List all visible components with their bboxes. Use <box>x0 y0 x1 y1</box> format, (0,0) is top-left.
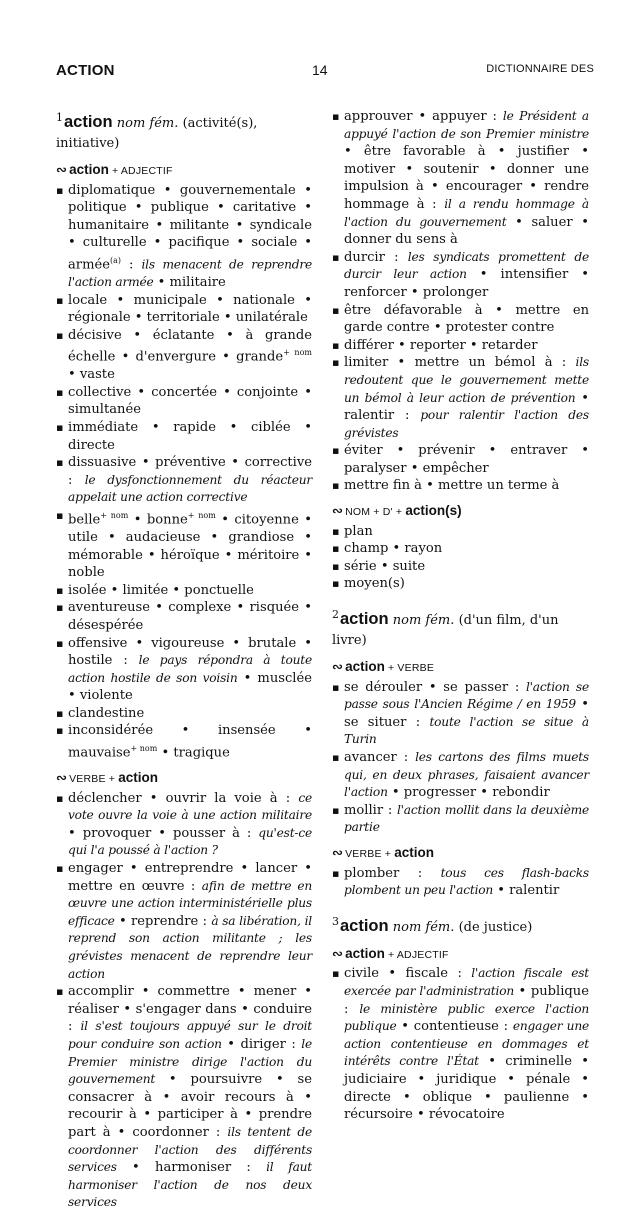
usage-marker: (a) <box>109 255 121 265</box>
example-sentence: ils menacent de reprendre l'action armée <box>68 257 312 289</box>
grammar-label: nom fém. <box>116 116 179 131</box>
collocates: être défavorable à • mettre en garde contre • protester contre <box>344 302 589 336</box>
page-number: 14 <box>312 62 328 78</box>
example-sentence: les cartons des films muets qui, en deux phrases, faisaient avancer l'action <box>344 750 589 800</box>
right-column <box>332 108 589 1124</box>
collocate-text: • progresser • rebondir <box>387 785 550 801</box>
grammar-label: nom fém. <box>392 919 455 935</box>
collocate-text: : <box>208 1124 228 1140</box>
collocate-text: : <box>68 472 85 488</box>
collocation-list <box>332 965 589 1123</box>
example-sentence: le pays répondra à toute action hostile de son voisin <box>68 653 312 685</box>
collocates: civile • fiscale <box>344 966 449 982</box>
left-column <box>56 108 312 1212</box>
example-sentence: ils tentent de coordonner l'action des différents services <box>68 1124 312 1175</box>
collocation-section-title: ∾ action + VERBE <box>332 659 435 675</box>
collocates: collective • concertée • conjointe • simultanée <box>68 384 312 418</box>
collocate-text: • bonne <box>128 512 188 528</box>
collocation-item <box>56 292 312 327</box>
collocate-text: : <box>68 1019 81 1035</box>
collocate-text: : <box>383 802 397 818</box>
collocate-text: • saluer • donner du sens à <box>344 214 589 248</box>
collocation-item <box>332 679 589 749</box>
collocation-symbol-icon: ∾ <box>332 503 344 519</box>
collocation-section-title: ∾ action + ADJECTIF <box>332 945 449 961</box>
example-sentence: pour ralentir l'action des grévistes <box>344 408 589 440</box>
collocate-text: : <box>448 966 472 982</box>
collocation-item <box>56 983 312 1212</box>
collocation-item <box>56 635 312 705</box>
collocation-section-title: ∾ VERBE + action <box>56 770 159 786</box>
example-sentence: ils redoutent que le gouvernement mette un bémol à leur action de prévention <box>344 355 589 405</box>
collocate-text: : <box>344 1001 360 1017</box>
collocation-item <box>56 384 312 419</box>
collocation-item <box>332 302 589 337</box>
example-sentence: afin de mettre en œuvre une action interministérielle plus efficace <box>68 878 312 928</box>
collocation-symbol-icon: ∾ <box>56 162 68 177</box>
collocates: différer • reporter • retarder <box>344 337 538 353</box>
collocation-item <box>332 108 589 249</box>
example-sentence: qu'est-ce qui l'a poussé à l'action ? <box>68 825 312 858</box>
collocate-text: • intensifier • renforcer • prolonger <box>344 267 589 300</box>
collocates: inconsidérée • insensée • mauvaise <box>68 723 312 761</box>
example-sentence: le dysfonctionnement du réacteur appelait une action corrective <box>68 472 312 505</box>
collocation-item <box>332 523 589 541</box>
collocate-text: • ralentir <box>493 883 560 899</box>
example-sentence: l'action se passe sous l'Ancien Régime / en 1959 <box>344 679 589 712</box>
collocates: clandestine <box>68 705 145 721</box>
collocate-text: • criminelle • judiciaire • juridique • pénale • directe • oblique • paulienne • récursoire • révocatoire <box>344 1054 590 1123</box>
collocate-text: • être favorable à • justifier • motiver • soutenir • donner une impulsion à • encourager • rendre hommage à <box>344 144 589 212</box>
entry-heading <box>56 108 312 154</box>
collocation-section-title: ∾ action + ADJECTIF <box>56 162 173 177</box>
collocates: plomber <box>344 865 400 881</box>
collocates: mollir <box>344 802 384 818</box>
collocate-text: • citoyenne • utile • audacieuse • grandiose • mémorable • héroïque • méritoire • noble <box>68 512 312 581</box>
collocation-item <box>56 182 312 292</box>
headword: action <box>340 916 389 935</box>
example-sentence: le ministère public exerce l'action publique <box>344 1001 589 1034</box>
collocate-text: • musclée • violente <box>68 670 312 704</box>
entry-heading <box>332 912 589 938</box>
collocates: diplomatique • gouvernementale • politique • publique • caritative • humanitaire • militante • syndicale • culturelle • pacifique • sociale • armée <box>68 182 312 273</box>
collocation-list <box>332 679 589 837</box>
running-head-entry: ACTION <box>56 62 115 79</box>
running-head-title: DICTIONNAIRE DES <box>486 63 594 75</box>
collocation-item <box>332 249 589 302</box>
collocates: déclencher • ouvrir la voie à <box>68 790 278 806</box>
collocate-text: : <box>112 653 139 669</box>
collocation-item <box>56 860 312 983</box>
collocates: limiter • mettre un bémol à <box>344 355 553 371</box>
collocation-list <box>56 790 312 1212</box>
collocate-text: • harmoniser <box>116 1160 232 1176</box>
collocate-text: : <box>424 196 445 212</box>
collocation-symbol-icon: ∾ <box>56 770 68 786</box>
entry-heading <box>332 605 589 651</box>
collocate-text: • vaste <box>68 367 115 383</box>
collocate-text: : <box>498 1019 513 1035</box>
example-sentence: le Président a appuyé l'action de son Premier ministre <box>344 109 589 141</box>
collocates: offensive • vigoureuse • brutale • hostile <box>68 635 312 669</box>
collocates: accomplir • commettre • mener • réaliser • s'engager dans • conduire <box>68 984 312 1017</box>
homonym-number: 1 <box>56 111 63 124</box>
collocate-text: : <box>486 109 503 124</box>
collocate-text: • contentieuse <box>396 1019 499 1035</box>
example-sentence: l'action fiscale est exercée par l'administration <box>344 966 589 998</box>
collocation-list <box>332 523 589 593</box>
collocation-item <box>332 558 589 576</box>
collocation-list <box>332 865 589 900</box>
collocation-item <box>332 477 589 495</box>
sense-gloss: (activité(s), initiative) <box>56 116 258 151</box>
collocate-text: : <box>231 1160 267 1176</box>
collocate-text: • diriger <box>221 1036 286 1052</box>
collocate-text: : <box>198 913 212 929</box>
collocates: locale • municipale • nationale • régionale • territoriale • unilatérale <box>68 292 312 326</box>
collocate-text: : <box>384 249 408 265</box>
example-sentence: les syndicats promettent de durcir leur action <box>344 249 589 282</box>
example-sentence: toute l'action se situe à Turin <box>344 714 589 747</box>
collocate-text: • se situer <box>344 697 589 730</box>
sense-gloss: (de justice) <box>458 919 533 935</box>
collocation-item <box>332 337 589 355</box>
collocation-item <box>332 965 589 1123</box>
collocate-text: : <box>399 865 441 881</box>
collocation-symbol-icon: ∾ <box>332 659 344 675</box>
entry-spacer <box>332 900 589 912</box>
collocation-item <box>332 802 589 837</box>
collocate-text: : <box>121 257 142 273</box>
collocate-text: : <box>239 825 259 841</box>
homonym-number: 3 <box>332 914 339 928</box>
collocate-text: • poursuivre • se consacrer à • avoir recours à • recourir à • participer à • prendre part à • coordonner <box>68 1072 312 1140</box>
collocation-item <box>56 327 312 384</box>
collocates: belle <box>68 512 101 528</box>
usage-marker: + nom <box>283 348 312 358</box>
collocate-text: • militaire <box>153 274 226 290</box>
collocation-item <box>56 722 312 762</box>
collocate-text: • reprendre <box>114 913 199 929</box>
collocate-text: • publique <box>513 983 589 999</box>
collocates: moyen(s) <box>344 576 405 592</box>
collocation-item <box>56 790 312 860</box>
collocation-item <box>332 865 589 900</box>
collocate-text: : <box>396 750 416 765</box>
collocate-text: : <box>285 1036 302 1052</box>
grammar-label: nom fém. <box>392 613 455 629</box>
collocates: décisive • éclatante • à grande échelle • d'envergure • grande <box>68 327 312 365</box>
example-sentence: il s'est toujours appuyé sur le droit pour conduire son action <box>68 1019 313 1051</box>
collocates: avancer <box>344 750 397 765</box>
collocation-list <box>56 182 312 762</box>
collocation-symbol-icon: ∾ <box>332 844 344 860</box>
headword: action <box>64 113 113 131</box>
collocation-item <box>332 354 589 442</box>
collocation-section-title: ∾ NOM + D' + action(s) <box>332 503 462 519</box>
example-sentence: il faut harmoniser l'action de nos deux services <box>68 1160 312 1210</box>
example-sentence: le Premier ministre dirige l'action du gouvernement <box>68 1036 312 1087</box>
collocation-item <box>56 705 312 723</box>
headword: action <box>340 610 389 629</box>
collocation-item <box>332 575 589 593</box>
homonym-number: 2 <box>332 608 339 622</box>
collocation-item <box>332 749 589 802</box>
page-header <box>56 62 594 84</box>
usage-marker: + nom <box>130 744 158 754</box>
collocation-item <box>332 540 589 558</box>
collocate-text: : <box>184 878 202 894</box>
collocate-text: : <box>552 355 576 371</box>
collocate-text: • provoquer • pousser à <box>68 825 240 841</box>
collocation-item <box>332 442 589 477</box>
usage-marker: + nom <box>187 511 216 520</box>
collocate-text: : <box>277 790 299 806</box>
example-sentence: il a rendu hommage à l'action du gouvernement <box>344 196 589 229</box>
collocation-symbol-icon: ∾ <box>332 945 344 961</box>
collocates: éviter • prévenir • entraver • paralyser • empêcher <box>344 443 589 476</box>
sense-gloss: (d'un film, d'un livre) <box>332 613 559 649</box>
collocate-text: • tragique <box>157 745 230 761</box>
collocate-text: : <box>394 408 421 424</box>
collocates: plan <box>344 523 373 539</box>
collocation-section-title: ∾ VERBE + action <box>332 844 435 860</box>
collocation-item <box>56 599 312 634</box>
example-sentence: engager une action contentieuse en dommages et intérêts contre l'État <box>344 1019 589 1069</box>
collocates: durcir <box>344 249 385 265</box>
example-sentence: l'action mollit dans la deuxième partie <box>344 802 589 835</box>
collocates: aventureuse • complexe • risquée • désespérée <box>68 600 312 633</box>
collocate-text: : <box>406 714 430 730</box>
usage-marker: + nom <box>100 511 129 520</box>
collocation-item <box>56 582 312 600</box>
collocates: approuver • appuyer <box>344 109 487 124</box>
collocate-text: • ralentir <box>344 390 589 424</box>
entry-spacer <box>332 593 589 605</box>
collocates: isolée • limitée • ponctuelle <box>68 582 254 598</box>
collocation-item <box>56 454 312 507</box>
collocation-list <box>332 108 589 495</box>
example-sentence: à sa libération, il reprend son action militante ; les grévistes menacent de reprendre leur action <box>68 913 312 981</box>
collocate-text: : <box>508 679 526 695</box>
collocates: engager • entreprendre • lancer • mettre en œuvre <box>68 861 312 894</box>
collocates: mettre fin à • mettre un terme à <box>344 478 560 494</box>
collocates: dissuasive • préventive • corrective <box>68 455 312 471</box>
example-sentence: ce vote ouvre la voie à une action militaire <box>68 790 312 823</box>
collocates: série • suite <box>344 558 426 574</box>
collocation-item <box>56 419 312 454</box>
example-sentence: tous ces flash-backs plombent un peu l'action <box>344 865 589 898</box>
collocates: se dérouler • se passer <box>344 679 509 695</box>
collocates: champ • rayon <box>344 541 443 557</box>
collocates: immédiate • rapide • ciblée • directe <box>68 420 312 453</box>
collocation-item <box>56 507 312 582</box>
